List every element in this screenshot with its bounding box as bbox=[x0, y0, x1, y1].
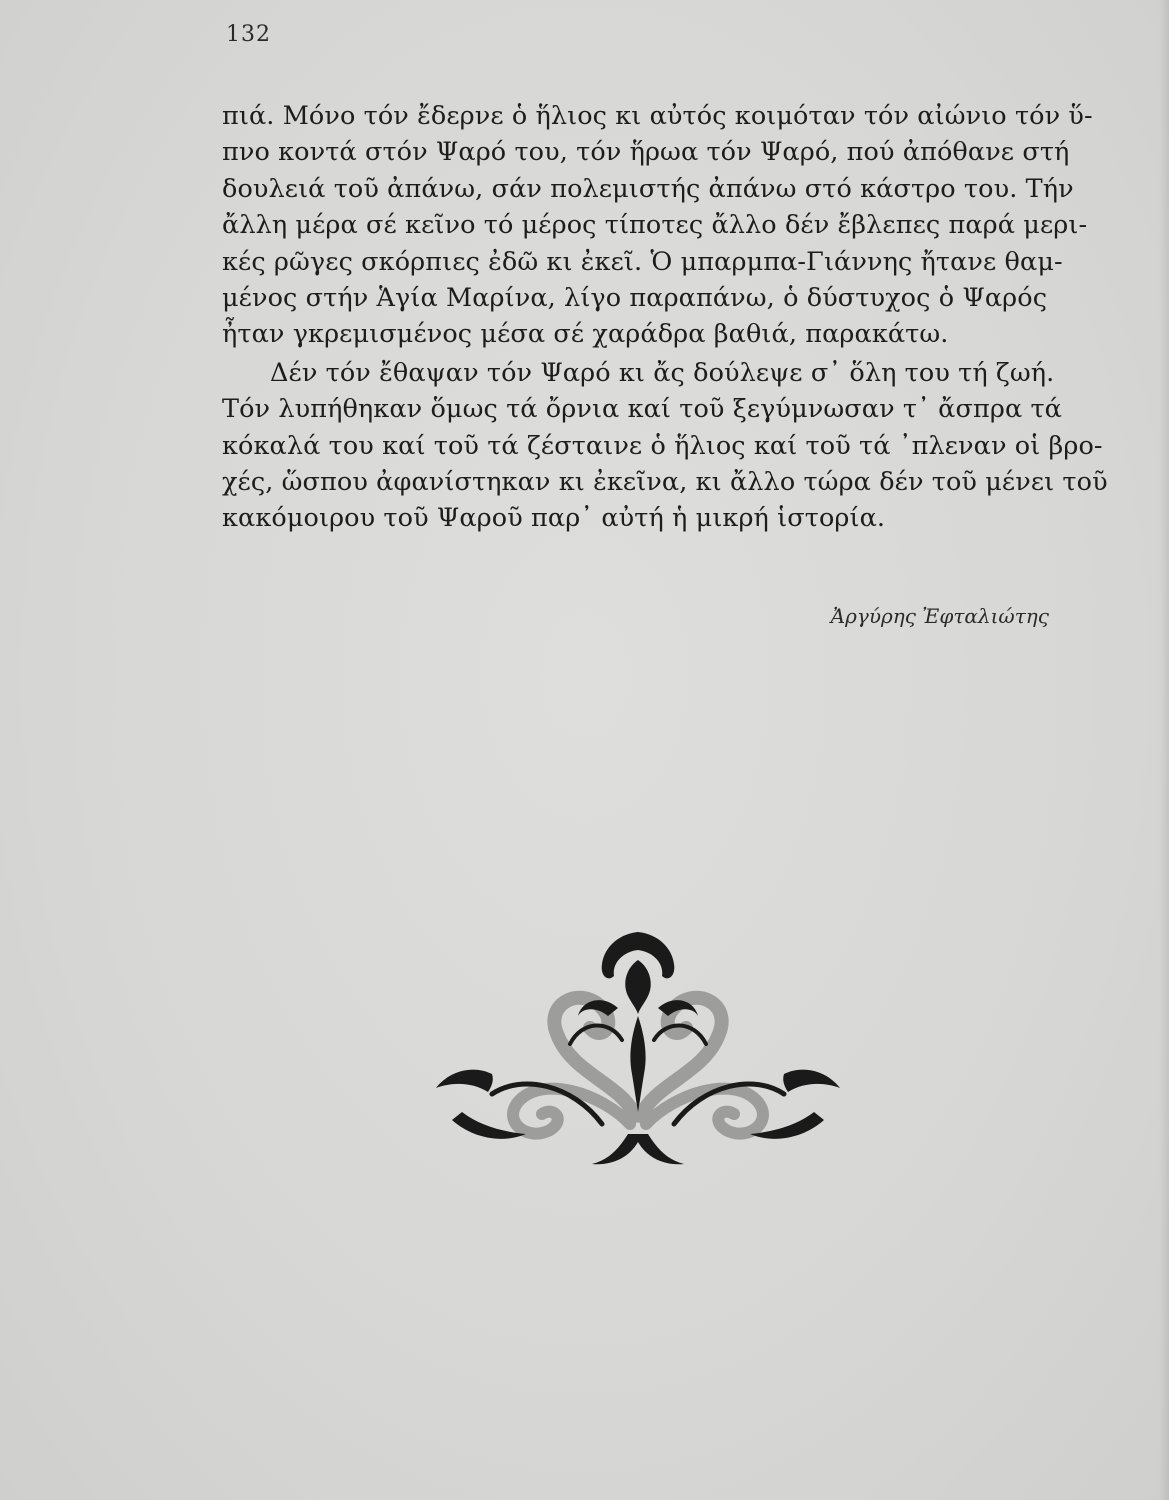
text-line: πιά. Μόνο τόν ἔδερνε ὁ ἥλιος κι αὐτός κοιμόταν τόν αἰώνιο τόν ὕ- bbox=[222, 101, 1093, 131]
text-line: κόκαλά του καί τοῦ τά ζέσταινε ὁ ἥλιος καί τοῦ τά ᾽πλεναν οἱ βρο- bbox=[222, 430, 1103, 461]
text-line: κακόμοιρου τοῦ Ψαροῦ παρ᾽ αὐτή ἡ μικρή ἱστορία. bbox=[222, 503, 886, 534]
text-line: Τόν λυπήθηκαν ὅμως τά ὄρνια καί τοῦ ξεγύμνωσαν τ᾽ ἄσπρα τά bbox=[222, 394, 1062, 425]
floral-ornament-icon bbox=[432, 924, 844, 1170]
paragraph-1 bbox=[222, 98, 1093, 353]
text-line: χές, ὥσπου ἀφανίστηκαν κι ἐκεῖνα, κι ἄλλο τώρα δέν τοῦ μένει τοῦ bbox=[222, 467, 1108, 498]
body-text bbox=[222, 98, 1108, 537]
text-line: πνο κοντά στόν Ψαρό του, τόν ἥρωα τόν Ψαρό, πού ἀπόθανε στή bbox=[222, 137, 1070, 168]
text-line: Δέν τόν ἔθαψαν τόν Ψαρό κι ἄς δούλεψε σ᾽ ὅλη του τή ζωή. bbox=[270, 357, 1055, 388]
text-line: μένος στήν Ἁγία Μαρίνα, λίγο παραπάνω, ὁ δύστυχος ὁ Ψαρός bbox=[222, 283, 1048, 314]
text-line: δουλειά τοῦ ἀπάνω, σάν πολεμιστής ἀπάνω στό κάστρο του. Τήν bbox=[222, 173, 1074, 204]
author-signature: Ἀργύρης Ἐφταλιώτης bbox=[830, 604, 1049, 628]
text-line: ἦταν γκρεμισμένος μέσα σέ χαράδρα βαθιά, παρακάτω. bbox=[222, 319, 949, 350]
text-line: κές ρῶγες σκόρπιες ἐδῶ κι ἐκεῖ. Ὁ μπαρμπα-Γιάννης ἤτανε θαμ- bbox=[222, 246, 1063, 277]
page-number: 132 bbox=[226, 22, 271, 47]
ornament-dark-layer bbox=[436, 932, 840, 1164]
paragraph-2 bbox=[222, 355, 1108, 537]
page-edge-shadow bbox=[1159, 0, 1169, 1500]
text-line: ἄλλη μέρα σέ κεῖνο τό μέρος τίποτες ἄλλο δέν ἔβλεπες παρά μερι- bbox=[222, 210, 1088, 241]
